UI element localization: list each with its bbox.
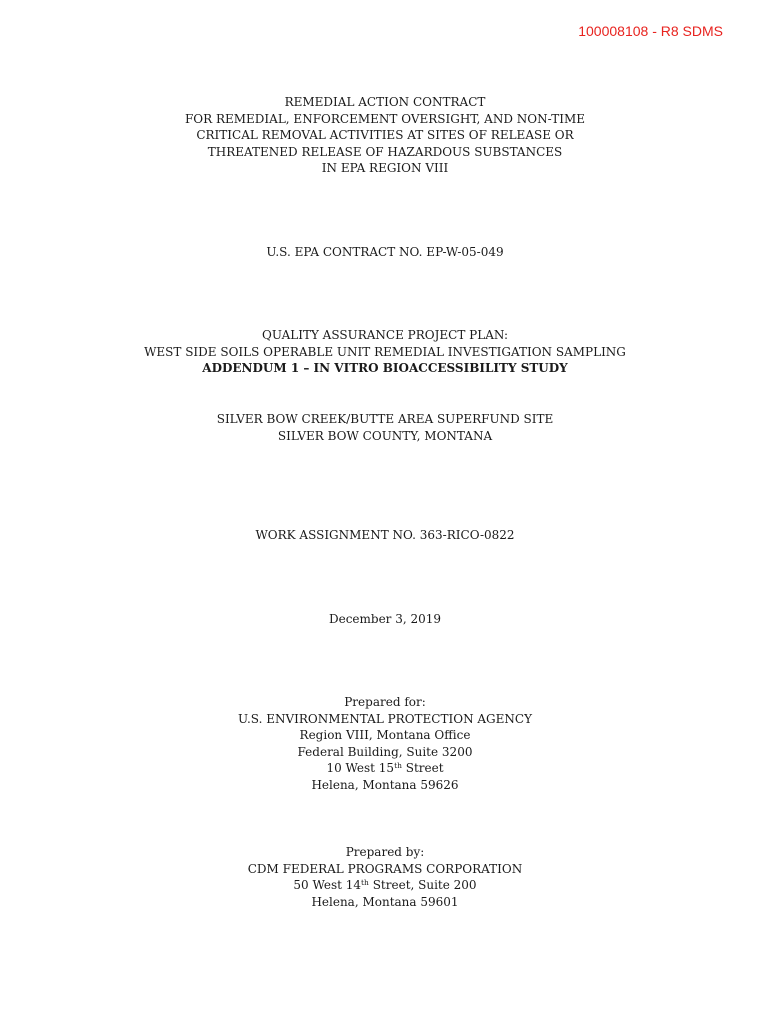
prepared-for-building: Federal Building, Suite 3200 [297,744,473,759]
site-county: SILVER BOW COUNTY, MONTANA [277,428,493,443]
prepared-by-street-suffix: th [361,878,369,888]
contract-title-line-5: IN EPA REGION VIII [321,161,449,176]
prepared-for-heading: Prepared for: [344,695,426,709]
contract-title-line-2: FOR REMEDIAL, ENFORCEMENT OVERSIGHT, AND NON-TIME [184,111,586,126]
prepared-by-city: Helena, Montana 59601 [311,894,459,909]
prepared-for-street-name: Street [401,761,444,776]
contract-title-line-1: REMEDIAL ACTION CONTRACT [284,95,486,109]
prepared-by-street-number: 50 West 14 [293,878,362,893]
plan-title-line-2: WEST SIDE SOILS OPERABLE UNIT REMEDIAL INVESTIGATION SAMPLING [144,344,626,359]
sdms-stamp: 100008108 - R8 SDMS [578,23,723,39]
prepared-for-street [0,760,770,777]
contract-title [0,94,770,177]
addendum-title: ADDENDUM 1 – IN VITRO BIOACCESSIBILITY STUDY [202,361,568,376]
contract-number-block [0,244,770,261]
prepared-for-block [0,694,770,794]
prepared-for-office: Region VIII, Montana Office [299,728,471,743]
prepared-for-city: Helena, Montana 59626 [311,777,459,792]
prepared-by-block [0,844,770,910]
site-block [0,411,770,444]
plan-title [0,327,770,377]
contract-title-line-3: CRITICAL REMOVAL ACTIVITIES AT SITES OF RELEASE OR [196,128,574,143]
contract-title-line-4: THREATENED RELEASE OF HAZARDOUS SUBSTANCES [207,144,563,159]
prepared-by-street [0,877,770,894]
prepared-by-heading: Prepared by: [345,845,425,859]
prepared-for-street-number: 10 West 15 [326,761,395,776]
work-assignment: WORK ASSIGNMENT NO. 363-RICO-0822 [255,528,515,542]
site-name: SILVER BOW CREEK/BUTTE AREA SUPERFUND SITE [216,412,554,426]
work-assignment-block [0,527,770,544]
prepared-by-org: CDM FEDERAL PROGRAMS CORPORATION [247,861,523,876]
plan-title-line-1: QUALITY ASSURANCE PROJECT PLAN: [261,328,508,342]
document-date: December 3, 2019 [328,612,442,626]
prepared-for-org: U.S. ENVIRONMENTAL PROTECTION AGENCY [237,711,533,726]
prepared-for-street-suffix: th [394,761,402,771]
prepared-by-street-name: Street, Suite 200 [368,878,477,893]
contract-number: U.S. EPA CONTRACT NO. EP-W-05-049 [266,245,504,259]
date-block [0,611,770,628]
